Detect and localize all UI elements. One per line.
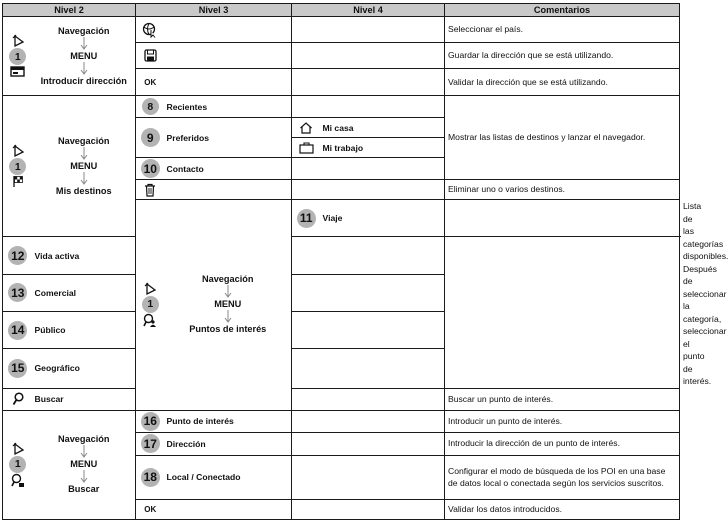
header-nivel3: Nivel 3	[136, 4, 292, 17]
item-mi-casa[interactable]: Mi casa	[321, 118, 445, 138]
comment-validate-data: Validar los datos introducidos.	[445, 499, 680, 519]
comment-enter-poi-address: Introducir la dirección de un punto de interés.	[445, 432, 680, 455]
nav-label: Navegación	[57, 434, 110, 444]
item-vida-activa[interactable]: Vida activa	[33, 237, 136, 274]
navigation-arrow-icon	[11, 442, 25, 456]
step-badge: 1	[9, 158, 26, 175]
step-badge: 1	[9, 456, 26, 473]
item-viaje[interactable]: Viaje	[321, 200, 445, 237]
item-contacto[interactable]: Contacto	[165, 158, 292, 180]
menu-table	[2, 3, 728, 520]
nav-label: Navegación	[201, 274, 254, 285]
section1-path	[33, 17, 136, 96]
menu-label: MENU	[214, 299, 242, 310]
down-arrow-icon	[80, 470, 88, 484]
step-badge-18: 18	[141, 468, 160, 487]
comment-poi-line1: Lista de las categorías disponibles.	[683, 201, 728, 261]
menu-label: MENU	[70, 50, 98, 61]
down-arrow-icon	[224, 310, 232, 324]
step-badge-13: 13	[8, 283, 27, 302]
step-badge-16: 16	[141, 412, 160, 431]
down-arrow-icon	[80, 147, 88, 161]
step-badge-9: 9	[141, 128, 160, 147]
item-local-conectado[interactable]: Local / Conectado	[165, 455, 292, 499]
section2-icons	[3, 96, 33, 237]
section1-title: Introducir dirección	[40, 75, 127, 86]
section3-title: Puntos de interés	[189, 324, 267, 335]
step-badge: 1	[9, 48, 26, 65]
comment-select-country: Seleccionar el país.	[445, 17, 680, 43]
section2-path	[33, 96, 136, 237]
item-buscar[interactable]: Buscar	[33, 388, 136, 410]
item-geografico[interactable]: Geográfico	[33, 349, 136, 388]
header-row	[3, 4, 680, 17]
nav-label: Navegación	[57, 135, 110, 146]
section1-icons	[3, 17, 33, 96]
magnifier-icon[interactable]	[3, 388, 33, 410]
comment-enter-poi: Introducir un punto de interés.	[445, 410, 680, 432]
ok-button[interactable]	[136, 499, 165, 519]
item-direccion[interactable]: Dirección	[165, 432, 292, 455]
item-mi-trabajo[interactable]: Mi trabajo	[321, 138, 445, 158]
ok-label: OK	[144, 78, 157, 87]
item-recientes[interactable]: Recientes	[165, 96, 292, 118]
ok-button[interactable]	[136, 69, 165, 96]
item-preferidos[interactable]: Preferidos	[165, 118, 292, 158]
section3-icons	[136, 200, 165, 411]
down-arrow-icon	[224, 285, 232, 299]
step-badge-17: 17	[141, 434, 160, 453]
step-badge-8: 8	[142, 98, 159, 115]
globe-cursor-icon	[136, 17, 165, 43]
section4-icons	[3, 410, 33, 519]
navigation-arrow-icon	[143, 282, 157, 296]
home-icon	[292, 118, 321, 138]
comment-destinations: Mostrar las listas de destinos y lanzar el navegador.	[445, 96, 680, 180]
section2-title: Mis destinos	[55, 185, 112, 196]
step-badge-14: 14	[8, 321, 27, 340]
step-badge-11: 11	[297, 209, 316, 228]
comment-search-mode: Configurar el modo de búsqueda de los POI en una base de datos local o conectada según los servicios suscritos.	[445, 455, 680, 499]
comment-poi-line2: Después de seleccionar la categoría, seleccionar el punto de interés.	[683, 263, 727, 386]
down-arrow-icon	[80, 62, 88, 76]
address-card-icon	[10, 65, 25, 78]
comment-save-address: Guardar la dirección que se está utilizando.	[445, 43, 680, 69]
item-comercial[interactable]: Comercial	[33, 274, 136, 311]
nav-label: Navegación	[57, 25, 110, 36]
step-badge-10: 10	[141, 159, 160, 178]
navigation-arrow-icon	[11, 34, 25, 48]
comment-validate-address: Validar la dirección que se está utilizando.	[445, 69, 680, 96]
menu-label: MENU	[70, 459, 98, 469]
floppy-disk-icon	[136, 43, 165, 69]
navigation-arrow-icon	[11, 144, 25, 158]
trash-icon[interactable]	[136, 180, 165, 200]
step-badge-15: 15	[8, 359, 27, 378]
down-arrow-icon	[80, 172, 88, 186]
item-punto-de-interes[interactable]: Punto de interés	[165, 410, 292, 432]
search-poi-icon	[11, 473, 25, 488]
section4-path	[33, 410, 136, 519]
item-publico[interactable]: Público	[33, 312, 136, 349]
checkered-flag-icon	[12, 175, 24, 188]
down-arrow-icon	[80, 445, 88, 459]
briefcase-icon	[292, 138, 321, 158]
ok-label: OK	[144, 505, 157, 514]
section4-title: Buscar	[68, 484, 100, 494]
header-comentarios: Comentarios	[445, 4, 680, 17]
comment-search-poi: Buscar un punto de interés.	[445, 388, 680, 410]
header-nivel2: Nivel 2	[3, 4, 136, 17]
comment-delete-destinations: Eliminar uno o varios destinos.	[445, 180, 680, 200]
header-nivel4: Nivel 4	[292, 4, 445, 17]
step-badge: 1	[142, 296, 159, 313]
down-arrow-icon	[80, 37, 88, 51]
step-badge-12: 12	[8, 246, 27, 265]
poi-search-icon	[143, 313, 157, 328]
section3-path	[165, 200, 292, 411]
menu-label: MENU	[70, 160, 98, 171]
